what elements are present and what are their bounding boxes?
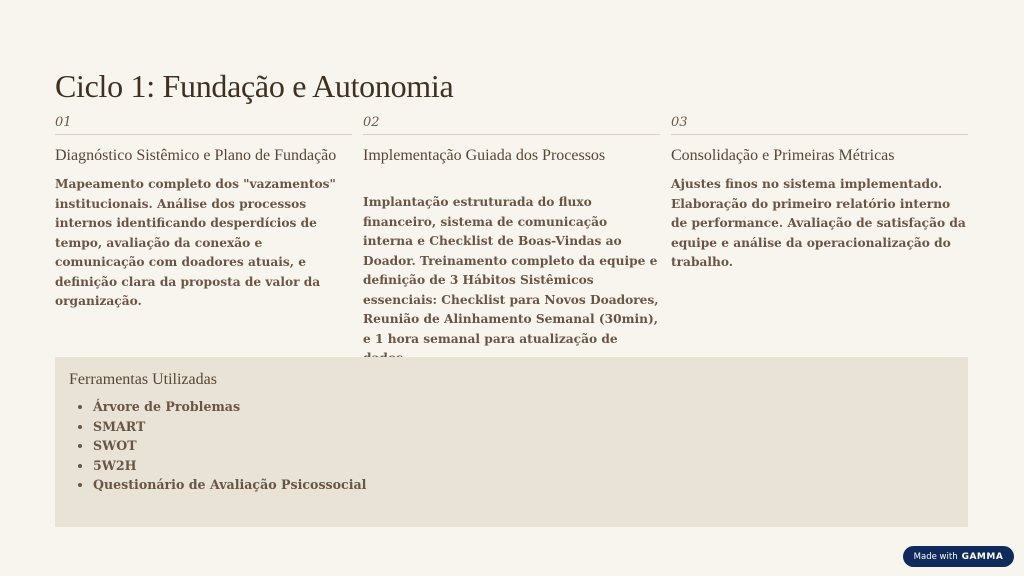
step-description: Implantação estruturada do fluxo financeiro, sistema de comunicação interna e Checklist de Boas-Vindas ao Doador. Treinamento completo da equipe e definição de 3 Hábitos Sistêmicos essenciais: Checklist para Novos Doadores, Reunião de Alinhamento Semanal (30min), e 1 hora semanal para atualização de — [363, 195, 659, 346]
list-item: • SMART — [93, 417, 366, 437]
tools-title: Ferramentas Utilizadas — [69, 371, 217, 388]
list-item: • SWOT — [93, 436, 366, 456]
step-heading: Diagnóstico Sistêmico e Plano de Fundação — [55, 147, 337, 164]
step-description: Ajustes finos no sistema implementado. Elaboração do primeiro relatório interno de performance. Avaliação de satisfação da equipe e análise da operacionalização do trabalho. — [671, 177, 966, 269]
gamma-logo: GAMMA — [961, 551, 1004, 562]
step-number: 02 — [363, 115, 660, 135]
step-heading: Implementação Guiada dos Processos — [363, 147, 606, 164]
tools-panel — [55, 357, 968, 527]
step-description: Mapeamento completo dos "vazamentos" institucionais. Análise dos processos internos identificando desperdícios de tempo, avaliação da conexão e comunicação com doadores atuais, e definição clara da proposta de valor da organização. — [55, 177, 336, 308]
step-column-3 — [671, 115, 968, 273]
step-number: 01 — [55, 115, 352, 135]
step-column-2 — [363, 115, 660, 363]
step-column-1 — [55, 115, 352, 312]
badge-made-with: Made with — [913, 551, 958, 562]
list-item: • Árvore de Problemas — [93, 397, 366, 417]
list-item: • Questionário de Avaliação Psicossocial — [93, 475, 366, 495]
tools-list — [69, 397, 366, 495]
step-heading: Consolidação e Primeiras Métricas — [671, 147, 895, 164]
made-with-gamma-badge[interactable] — [903, 546, 1014, 567]
step-number: 03 — [671, 115, 968, 135]
list-item: • 5W2H — [93, 456, 366, 476]
page-title: Ciclo 1: Fundação e Autonomia — [55, 68, 454, 105]
